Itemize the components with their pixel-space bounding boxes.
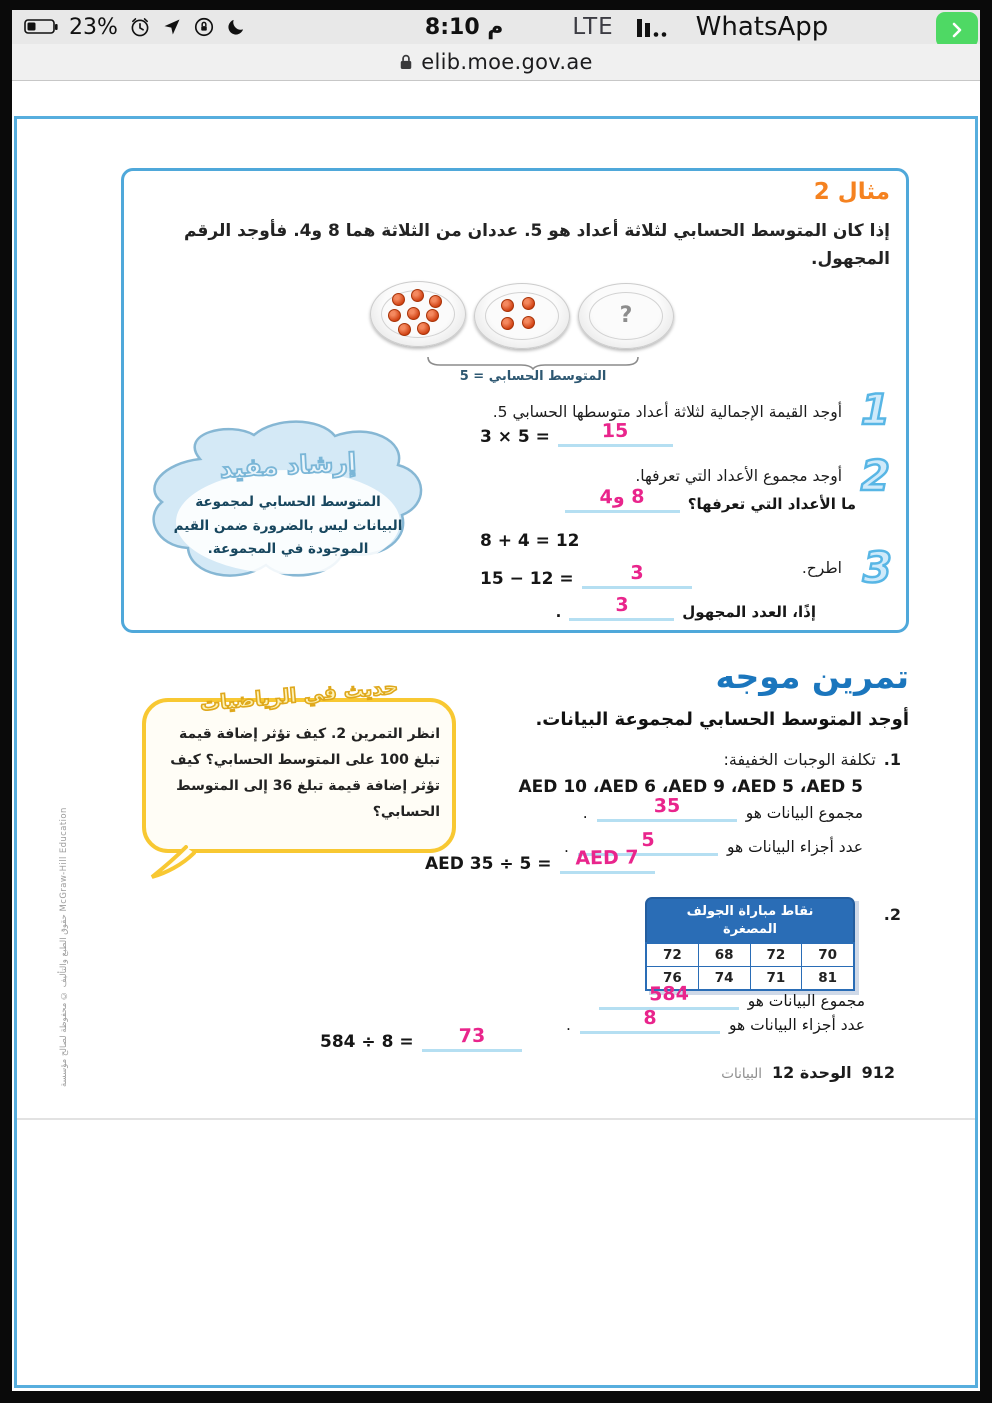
golf-score-cell: 72 xyxy=(751,944,802,966)
ebook-page[interactable] xyxy=(14,116,978,1388)
status-bar xyxy=(12,10,980,44)
return-to-app-label: WhatsApp xyxy=(695,12,829,42)
problem-2-equation-row xyxy=(320,1026,522,1052)
talk-math-bubble xyxy=(140,674,458,879)
unknown-question-mark: ? xyxy=(619,303,633,328)
battery-percent: 23% xyxy=(69,14,118,40)
counter-dot xyxy=(392,293,405,306)
problem-1-sum-row xyxy=(583,796,863,822)
step-3-number: 3 xyxy=(862,543,892,592)
handwritten-answer: 3 xyxy=(629,561,644,585)
step-2-text: أوجد مجموع الأعداد التي تعرفها. xyxy=(635,467,842,485)
golf-table-title xyxy=(645,897,855,942)
chevron-right-icon xyxy=(948,21,966,39)
counter-dot xyxy=(411,289,424,302)
guided-practice-heading: تمرين موجه xyxy=(715,657,909,696)
answer-blank xyxy=(558,421,673,447)
problem-1-values: AED 10 ،AED 6 ،AED 9 ،AED 5 ،AED 5 xyxy=(518,777,863,797)
period: . xyxy=(566,1016,571,1034)
example-label: مثال 2 xyxy=(813,179,890,205)
step-3-equation-row xyxy=(480,563,692,589)
answer-blank xyxy=(422,1026,522,1052)
counter-dot xyxy=(522,297,535,310)
handwritten-answer: 584 xyxy=(648,982,689,1006)
conclusion-text: إذًا، العدد المجهول xyxy=(682,603,816,621)
clock-time: 8:10 م xyxy=(424,14,504,40)
counter-dot xyxy=(429,295,442,308)
page-break-line xyxy=(17,1118,975,1120)
talk-math-body: انظر التمرين 2. كيف تؤثر إضافة قيمة تبلغ 100 على المتوسط الحسابي؟ كيف تؤثر إضافة قيمة تبلغ 36 إلى المتوسط الحسابي؟ xyxy=(170,726,440,820)
handwritten-answer: 73 xyxy=(458,1024,485,1048)
period: . xyxy=(564,838,569,856)
problem-1-header xyxy=(723,750,901,769)
step-1-number: 1 xyxy=(860,385,890,434)
equation-text: AED 35 ÷ 5 = xyxy=(425,854,552,874)
moon-icon xyxy=(226,17,246,37)
golf-score-cell: 71 xyxy=(751,967,802,989)
step-1-text: أوجد القيمة الإجمالية لثلاثة أعداد متوسطها الحسابي 5. xyxy=(492,403,842,421)
plate-4-dots xyxy=(474,283,570,349)
handwritten-answer: 8 و4 xyxy=(599,485,645,509)
signal-bars-icon xyxy=(637,17,669,37)
section-label: البيانات xyxy=(721,1066,763,1082)
step-2-number: 2 xyxy=(860,451,890,500)
plate-unknown xyxy=(578,283,674,349)
location-arrow-icon xyxy=(162,17,182,37)
handwritten-answer: 3 xyxy=(614,593,629,617)
hint-body: المتوسط الحسابي لمجموعة البيانات ليس بالضرورة ضمن القيم الموجودة في المجموعة. xyxy=(173,494,403,558)
counter-dot xyxy=(398,323,411,336)
golf-score-cell: 68 xyxy=(699,944,750,966)
network-type: LTE xyxy=(572,14,614,40)
counter-dot xyxy=(522,316,535,329)
rotation-lock-icon xyxy=(193,16,215,38)
counter-dot xyxy=(501,299,514,312)
golf-score-cell: 70 xyxy=(802,944,853,966)
helpful-hint-cloud xyxy=(138,417,438,602)
alarm-icon xyxy=(129,16,151,38)
return-to-app-button[interactable] xyxy=(936,12,978,48)
period: . xyxy=(582,804,588,822)
example-2-panel xyxy=(121,168,909,633)
problem-2-sum-row xyxy=(599,984,865,1010)
counter-dot xyxy=(407,307,420,320)
period: . xyxy=(555,603,562,621)
problem-label: تكلفة الوجبات الخفيفة: xyxy=(723,750,876,769)
golf-score-cell: 72 xyxy=(647,944,698,966)
answer-blank xyxy=(569,595,674,621)
handwritten-answer: 8 xyxy=(643,1006,657,1030)
sum-label: مجموع البيانات هو xyxy=(747,992,865,1010)
counter-dot xyxy=(426,309,439,322)
answer-blank xyxy=(582,563,692,589)
golf-scores-table xyxy=(645,897,855,991)
equation-text: 15 − 12 = xyxy=(480,569,574,589)
page-url: elib.moe.gov.ae xyxy=(421,50,593,74)
golf-title-line1: نقاط مباراة الجولف xyxy=(686,904,814,919)
problem-1-equation-row xyxy=(425,848,655,874)
golf-score-cell: 74 xyxy=(699,967,750,989)
phone-screen xyxy=(12,10,980,1391)
handwritten-answer: 5 xyxy=(641,828,655,852)
golf-title-line2: المصغرة xyxy=(723,921,777,937)
problem-number: 1. xyxy=(883,750,901,769)
battery-icon xyxy=(24,19,58,35)
equation-text: 3 × 5 = xyxy=(480,427,550,447)
handwritten-answer: AED 7 xyxy=(575,846,639,870)
step-2-sum-equation xyxy=(480,531,579,551)
golf-score-cell: 81 xyxy=(802,967,853,989)
prompt-text: ما الأعداد التي تعرفها؟ xyxy=(687,495,856,513)
guided-practice-instruction: أوجد المتوسط الحسابي لمجموعة البيانات. xyxy=(535,709,909,730)
counter-dot xyxy=(388,309,401,322)
answer-blank xyxy=(599,984,739,1010)
answer-blank xyxy=(597,796,737,822)
copyright-credit: حقوق الطبع والتأليف © محفوظة لصالح مؤسسة McGraw-Hill Education xyxy=(59,807,69,1087)
url-bar[interactable] xyxy=(12,44,980,81)
answer-blank xyxy=(565,487,680,513)
equation-text: 584 ÷ 8 = xyxy=(320,1032,414,1052)
answer-blank xyxy=(580,1008,720,1034)
problem-2-count-row xyxy=(566,1008,865,1034)
counter-dot xyxy=(501,317,514,330)
plates-diagram xyxy=(370,281,686,384)
step-2-prompt-row xyxy=(565,487,856,513)
handwritten-answer: 15 xyxy=(601,419,629,443)
equation-text: 8 + 4 = 12 xyxy=(480,531,580,551)
speech-bubble-tail xyxy=(148,845,208,879)
count-label: عدد أجزاء البيانات هو xyxy=(726,838,863,856)
count-label: عدد أجزاء البيانات هو xyxy=(728,1016,865,1034)
mean-caption: المتوسط الحسابي = 5 xyxy=(459,369,607,384)
sum-label: مجموع البيانات هو xyxy=(745,804,863,822)
problem-number: 2. xyxy=(883,905,901,924)
page-footer xyxy=(721,1063,895,1082)
golf-score-cell: 76 xyxy=(647,967,698,989)
underbrace-icon xyxy=(426,355,640,369)
page-number: 912 xyxy=(861,1063,895,1082)
step-1-equation-row xyxy=(480,421,673,447)
talk-math-title: حديث في الرياضيات xyxy=(198,674,400,716)
lock-icon xyxy=(399,53,413,71)
example-problem-text: إذا كان المتوسط الحسابي لثلاثة أعداد هو 5. عددان من الثلاثة هما 8 و4. فأوجد الرقم المجهول. xyxy=(183,221,890,270)
answer-blank xyxy=(560,848,655,874)
step-3-text: اطرح. xyxy=(801,559,842,577)
counter-dot xyxy=(417,322,430,335)
unit-label: الوحدة 12 xyxy=(772,1063,852,1082)
plate-8-dots xyxy=(370,281,466,347)
problem-2-header xyxy=(884,905,901,924)
hint-title: إرشاد مفيد xyxy=(219,447,357,484)
step-3-conclusion-row xyxy=(556,595,816,621)
handwritten-answer: 35 xyxy=(653,794,681,818)
